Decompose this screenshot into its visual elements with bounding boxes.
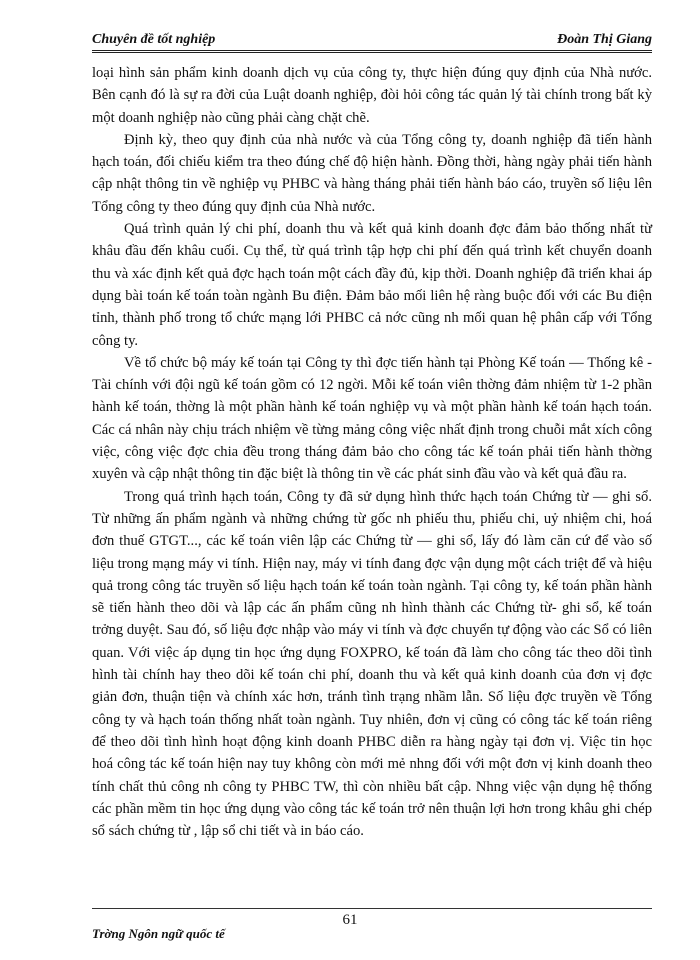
page-number: 61 (342, 912, 358, 928)
page-header (92, 30, 652, 53)
body-text (92, 62, 652, 842)
paragraph-5: Trong quá trình hạch toán, Công ty đã sử dụng hình thức hạch toán Chứng từ — ghi sổ. Từ những ấn phẩm ngành và những chứng từ gốc nh phiếu thu, phiếu chi, uỷ nhiệm chi, hoá đơn thuế GTGT..., các kế toán viên lập các Chứng từ — ghi sổ, lấy đó làm căn cứ để vào số liệu trong mạng máy vi tính. Hiện nay, máy vi tính đang đợc vận dụng một cách triệt để và hiệu quả trong công tác truyền số liệu hạch toán kế toán toàn ngành. Tại công ty, kế toán phần hành sẽ tiến hành theo dõi và lập các ấn phẩm cũng nh hình thành các Chứng từ- ghi sổ, kế toán trởng duyệt. Sau đó, số liệu đợc nhập vào máy vi tính và đợc chuyển tự động vào các Sổ có liên quan. Với việc áp dụng tin học ứng dụng FOXPRO, kế toán đã làm cho công tác theo dõi tình hình tài chính hay theo dõi kế toán chi phí, doanh thu và kết quả kinh doanh của đơn vị đợc giản đơn, thuận tiện và chính xác hơn, tránh tình trạng nhầm lẫn. Số liệu đợc truyền về Tổng công ty và hạch toán thống nhất toàn ngành. Tuy nhiên, đơn vị cũng có công tác kế toán riêng để theo dõi tình hình hoạt động kinh doanh PHBC diễn ra hàng ngày tại đơn vị. Việc tin học hoá công tác kế toán hiện nay tuy không còn mới mẻ nhng đối với một đơn vị kinh doanh theo tính chất thủ công nh công ty PHBC TW, thì còn nhiều bất cập. Nhng việc vận dụng hệ thống các phần mềm tin học ứng dụng vào công tác kế toán trở nên thuận lợi hơn trong khâu ghi chép sổ sách chứng từ , lập sổ chi tiết và in báo cáo. (92, 488, 652, 840)
footer-divider (92, 908, 652, 909)
header-title: Chuyên đề tốt nghiệp (92, 32, 216, 47)
paragraph-1: loại hình sản phẩm kinh doanh dịch vụ của công ty, thực hiện đúng quy định của Nhà nước. Bên cạnh đó là sự ra đời của Luật doanh nghiệp, đòi hỏi công tác quản lý tài chính trong bất kỳ một doanh nghiệp nào cũng phải càng chặt chẽ. (92, 65, 652, 126)
paragraph-4: Về tổ chức bộ máy kế toán tại Công ty thì đợc tiến hành tại Phòng Kế toán — Thống kê - Tài chính với đội ngũ kế toán gồm có 12 ngời. Mỗi kế toán viên thờng đảm nhiệm từ 1-2 phần hành kế toán, thờng là một phần hành kế toán nghiệp vụ và một phần hành kế toán hạch toán. Các cá nhân này chịu trách nhiệm về từng mảng công việc nhất định trong chuỗi mắt xích công việc, công việc đợc chia đều trong tháng đảm bảo cho công tác kế toán phải tiến hành thờng xuyên và cập nhật thông tin đặc biệt là thông tin về các phát sinh đầu vào và kết quả đầu ra. (92, 354, 652, 483)
paragraph-2: Định kỳ, theo quy định của nhà nước và của Tổng công ty, doanh nghiệp đã tiến hành hạch toán, đối chiếu kiểm tra theo đúng chế độ hiện hành. Đồng thời, hàng ngày phải tiến hành cập nhật thông tin về nghiệp vụ PHBC và hàng tháng phải tiến hành báo cáo, truyền số liệu lên Tổng công ty theo đúng quy định của Nhà nước. (92, 131, 652, 215)
footer-school: Trờng Ngôn ngữ quốc tế (92, 926, 225, 941)
paragraph-3: Quá trình quản lý chi phí, doanh thu và kết quả kinh doanh đợc đảm bảo thống nhất từ khâu đầu đến khâu cuối. Cụ thể, từ quá trình tập hợp chi phí đến quá trình kết chuyển doanh thu và xác định kết quả đợc hạch toán một cách đầy đủ, kịp thời. Doanh nghiệp đã triển khai áp dụng bài toán kế toán toàn ngành Bu điện. Đảm bảo mối liên hệ ràng buộc đối với các Bu điện tỉnh, thành phố trong tổ chức mạng lới PHBC cả nớc cũng nh mối quan hệ phân cấp với Tổng công ty. (92, 221, 652, 349)
header-author: Đoàn Thị Giang (557, 32, 652, 47)
